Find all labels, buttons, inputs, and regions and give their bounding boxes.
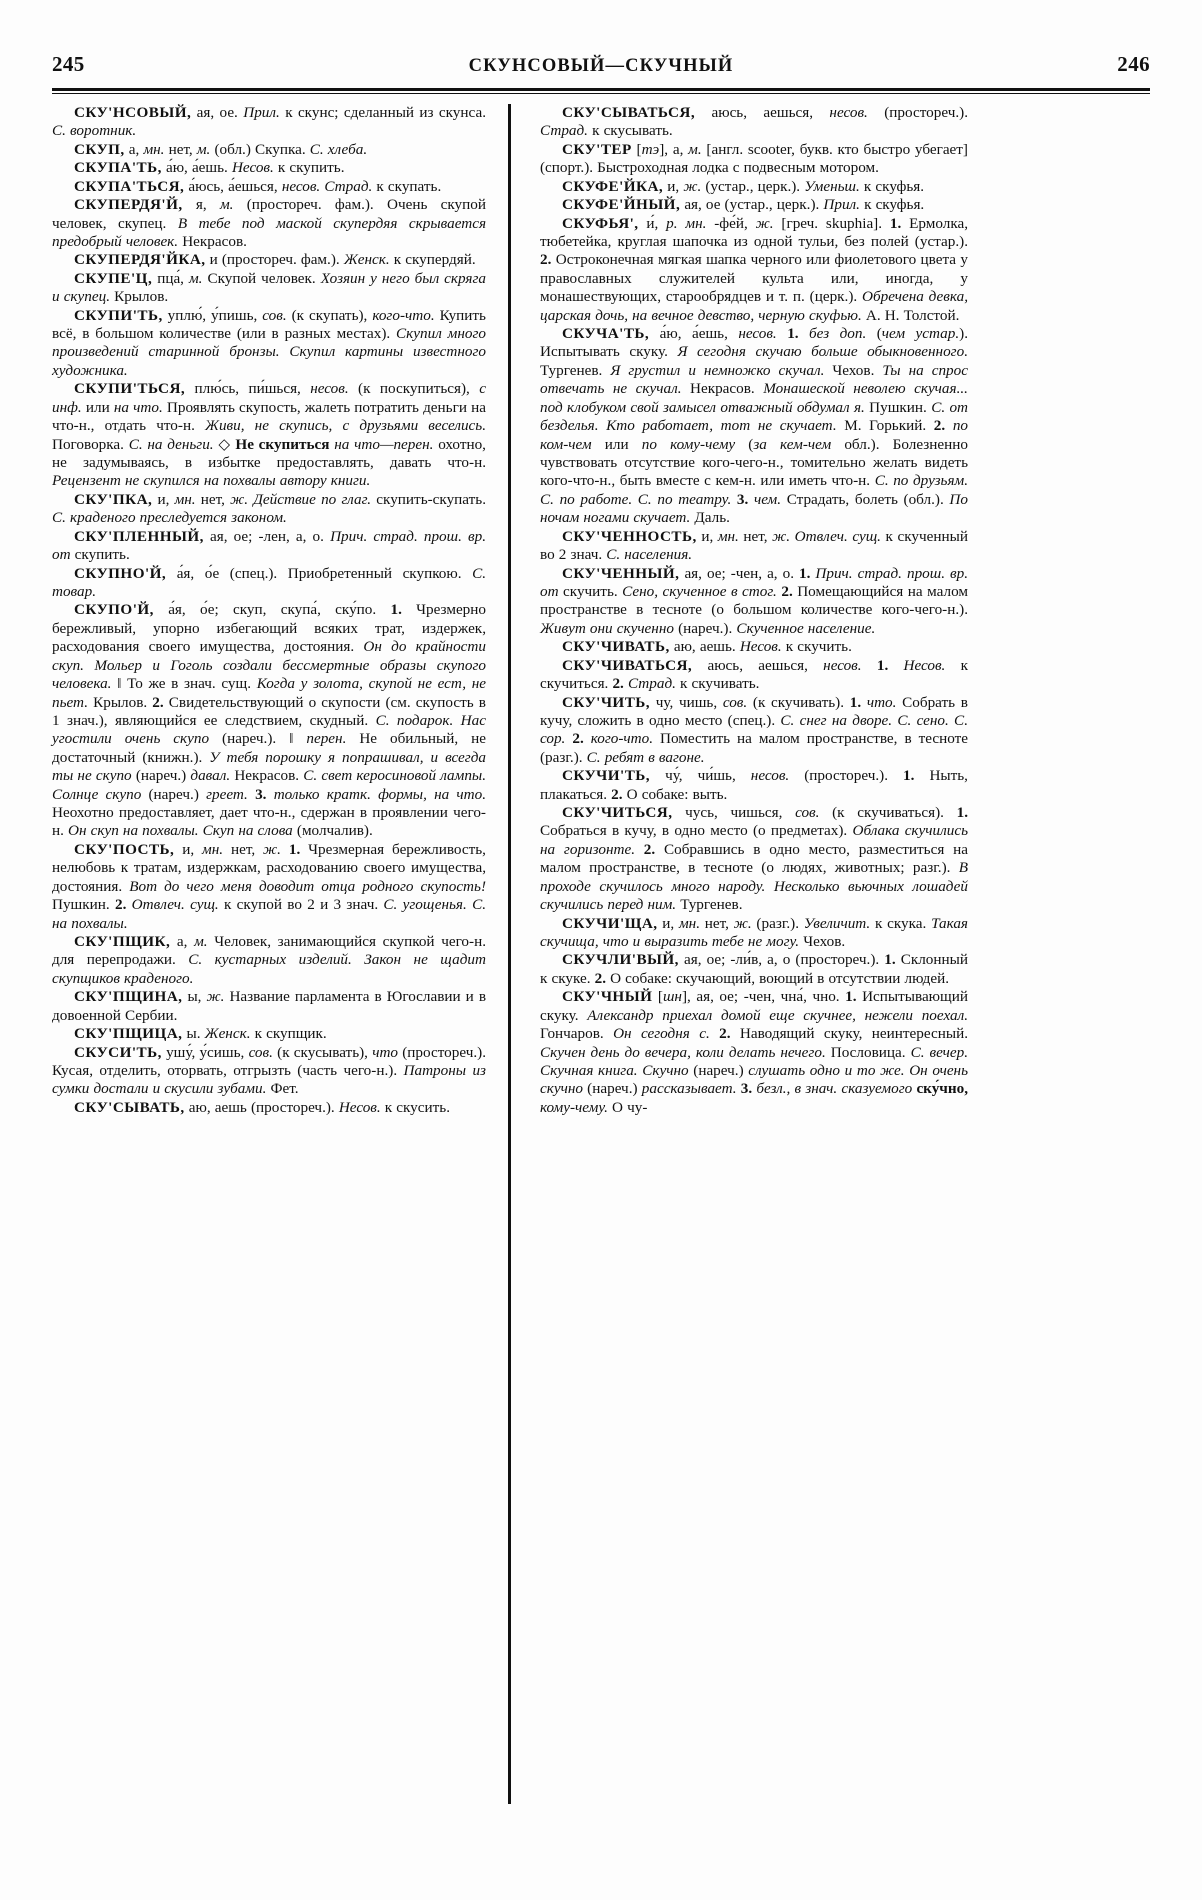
dictionary-entry (540, 657, 968, 694)
entry-headword: СКУ'НСОВЫЙ, (74, 104, 192, 121)
entry-headword: СКУ'ЧЕННЫЙ, (562, 564, 680, 582)
dictionary-entry (540, 694, 968, 768)
dictionary-entry (52, 159, 486, 177)
entry-headword: СКУЧИ'ЩА, (562, 914, 658, 932)
entry-body: а́я, о́е (спец.). Приобретенный скупкою. С. товар. (52, 564, 486, 600)
entry-body: ая, ое. Прил. к скунс; сделанный из скунса. С. воротник. (52, 104, 486, 140)
dictionary-entry (540, 767, 968, 804)
entry-body: ая, ое; -лен, а, о. Прич. страд. прош. вр. от скупить. (52, 527, 487, 564)
dictionary-entry (540, 196, 968, 214)
page-title: СКУНСОВЫЙ—СКУЧНЫЙ (468, 56, 734, 76)
entry-body: и́, р. мн. -фе́й, ж. [греч. skuphia]. 1. Ермолка, тюбетейка, круглая шапочка из одной тульи, без полей (устар.). 2. Остроконечная мягкая шапка черного или фиолетового цвета у православных служителей культа или, иногда, у монашествующих, старообрядцев и т. п. (церк.). Обречена девка, царская дочь, на вечное девство, черную скуфью. А. Н. Толстой. (540, 214, 969, 324)
entry-headword: СКУЧИ'ТЬ, (562, 767, 651, 785)
dictionary-entry (52, 528, 486, 565)
entry-headword: СКУПА'ТЬ, (74, 159, 162, 177)
entry-body: [шн], ая, ое; -чен, чна́, чно. 1. Испытывающий скуку. Александр приехал домой еще скучнее, нежели поехал. Гончаров. Он сегодня с. 2. Наводящий скуку, неинтересный. Скучен день до вечера, коли делать нечего. Пословица. С. вечер. Скучная книга. Скучно (нареч.) слушать одно и то же. Он очень скучно (нареч.) рассказывает. 3. безл., в знач. сказуемого ску́чно, кому-чему. О чу- (540, 988, 969, 1116)
entry-headword: СКУПО'Й, (74, 601, 154, 619)
entry-headword: СКУП, (74, 140, 125, 158)
entry-headword: СКУПЕ'Ц, (74, 269, 153, 287)
dictionary-entry (540, 325, 968, 528)
dictionary-entry (52, 141, 486, 159)
entry-headword: СКУ'ЧНЫЙ (562, 988, 653, 1006)
rule-thin (52, 93, 1150, 94)
header-rule (52, 88, 1150, 96)
entry-headword: СКУЧА'ТЬ, (562, 325, 650, 343)
entry-headword: СКУ'СЫВАТЬСЯ, (562, 104, 696, 121)
dictionary-entry (540, 141, 968, 178)
column-divider (508, 104, 511, 1804)
folio-right: 246 (1117, 52, 1150, 76)
dictionary-entry (52, 1044, 486, 1099)
dictionary-entry (52, 196, 486, 251)
entry-headword: СКУПИ'ТЬСЯ, (74, 380, 186, 398)
dictionary-entry (52, 380, 486, 491)
entry-body: и, мн. нет, ж. Отвлеч. сущ. к скученный во 2 знач. С. населения. (540, 527, 968, 564)
entry-headword: СКУ'ЧИВАТЬ, (562, 638, 670, 656)
dictionary-entry (540, 988, 968, 1117)
entry-body: и, мн. нет, ж. Действие по глаг. скупить-скупать. С. краденого преследуется законом. (52, 490, 487, 527)
dictionary-entry (52, 178, 486, 196)
dictionary-entry (540, 915, 968, 952)
dictionary-entry (52, 104, 486, 141)
entry-body: и (простореч. фам.). Женск. к скупердяй. (209, 251, 476, 269)
entry-headword: СКУПИ'ТЬ, (74, 306, 163, 324)
entry-headword: СКУ'ТЕР (562, 140, 632, 158)
entry-body: аюсь, аешься, несов. (простореч.). Страд. к скусывать. (540, 104, 968, 140)
entry-headword: СКУ'ПЛЕННЫЙ, (74, 527, 204, 545)
entry-headword: СКУ'ЧЕННОСТЬ, (562, 527, 697, 545)
entry-body: ая, ое; -чен, а, о. 1. Прич. страд. прош. вр. от скучить. Сено, скученное в стог. 2. Помещающийся на малом пространстве в тесноте (о большом количестве кого-чего-н.). Живут они скученно (нареч.). Скученное население. (540, 564, 969, 637)
entry-body: чу́, чи́шь, несов. (простореч.). 1. Ныть, плакаться. 2. О собаке: выть. (540, 767, 968, 803)
entry-headword: СКУПНО'Й, (74, 564, 167, 582)
dictionary-entry (540, 104, 968, 141)
entry-body: аюсь, аешься, несов. 1. Несов. к скучиться. 2. Страд. к скучивать. (540, 656, 968, 693)
entry-body: ы, ж. Название парламента в Югославии и в довоенной Сербии. (52, 988, 486, 1024)
entry-headword: СКУ'ЧИВАТЬСЯ, (562, 656, 693, 674)
entry-body: ая, ое; -ли́в, а, о (простореч.). 1. Склонный к скуке. 2. О собаке: скучающий, воющий в отсутствии людей. (540, 951, 968, 987)
entry-headword: СКУФЕ'ЙНЫЙ, (562, 196, 681, 214)
entry-headword: СКУПЕРДЯ'ЙКА, (74, 251, 206, 269)
folio-left: 245 (52, 52, 85, 76)
column-left (52, 104, 500, 1854)
dictionary-entry (52, 1099, 486, 1117)
dictionary-entry (540, 215, 968, 326)
entry-body: чусь, чишься, сов. (к скучиваться). 1. Собраться в кучу, в одно место (о предметах). Облака скучились на горизонте. 2. Собравшись в одно место, разместиться на малом пространстве, в тесноте (о людях, животных; разг.). В проходе скучилось много народу. Несколько вьючных лошадей скучились перед ним. Тургенев. (540, 804, 968, 914)
entry-body: а, м. Человек, занимающийся скупкой чего-н. для перепродажи. С. кустарных изделий. Закон не щадит скупщиков краденого. (52, 932, 486, 987)
dictionary-entry (540, 528, 968, 565)
dictionary-entry (52, 565, 486, 602)
entry-body: а́юсь, а́ешься, несов. Страд. к скупать. (188, 177, 442, 195)
entry-body: аю, аешь. Несов. к скучить. (673, 638, 852, 656)
entry-body: а, мн. нет, м. (обл.) Скупка. С. хлеба. (128, 140, 368, 158)
dictionary-entry (540, 804, 968, 915)
rule-thick (52, 88, 1150, 91)
running-head (52, 52, 1150, 82)
entry-headword: СКУ'СЫВАТЬ, (74, 1098, 185, 1116)
entry-body: уплю́, у́пишь, сов. (к скупать), кого-что. Купить всё, в большом количестве (или в разных местах). Скупил много произведений старинной бронзы. Скупил картины известного художника. (52, 306, 487, 379)
entry-body: [тэ], а, м. [англ. scooter, букв. кто быстро убегает] (спорт.). Быстроходная лодка с подвесным мотором. (540, 140, 968, 177)
dictionary-entry (540, 951, 968, 988)
entry-headword: СКУ'ПЩИК, (74, 932, 171, 950)
entry-body: а́ю, а́ешь. Несов. к скупить. (165, 159, 345, 177)
entry-body: пца́, м. Скупой человек. Хозяин у него был скряга и скупец. Крылов. (52, 269, 486, 306)
entry-body: ы. Женск. к скупщик. (186, 1025, 327, 1043)
entry-body: плю́сь, пи́шься, несов. (к поскупиться), с инф. или на что. Проявлять скупость, жалеть потратить деньги на что-н., отдать что-н. Живи, не скупись, с друзьями веселись. Поговорка. С. на деньги. ◇ Не скупиться на что—перен. охотно, не задумываясь, в избытке предоставлять, давать что-н. Рецензент не скупился на похвалы автору книги. (52, 380, 487, 490)
entry-body: я, м. (простореч. фам.). Очень скупой человек, скупец. В тебе под маской скупердяя скрывается предобрый человек. Некрасов. (52, 196, 487, 250)
entry-body: а́я, о́е; скуп, скупа́, ску́по. 1. Чрезмерно бережливый, упорно избегающий всяких трат, издержек, расходования своего имущества, достояния. Он до крайности скуп. Мольер и Гоголь создали бессмертные образы скупого человека. ‖ То же в знач. сущ. Когда у золота, скупой не ест, не пьет. Крылов. 2. Свидетельствующий о скупости (см. скупость в 1 знач.), являющийся ее следствием, скудный. С. подарок. Нас угостили очень скупо (нареч.). ‖ перен. Не обильный, не достаточный (книжн.). У тебя порошку я попрашивал, и всегда ты не скупо (нареч.) давал. Некрасов. С. свет керосиновой лампы. Солнце скупо (нареч.) греет. 3. только кратк. формы, на что. Неохотно предоставляет, дает что-н., сдержан в проявлении чего-н. Он скуп на похвалы. Скуп на слова (молчалив). (52, 601, 487, 840)
entry-headword: СКУПЕРДЯ'Й, (74, 196, 183, 214)
entry-headword: СКУЧЛИ'ВЫЙ, (562, 951, 679, 969)
entry-body: и, ж. (устар., церк.). Уменьш. к скуфья. (667, 177, 925, 195)
dictionary-entry (540, 178, 968, 196)
dictionary-entry (52, 841, 486, 933)
dictionary-entry (52, 307, 486, 381)
entry-body: ая, ое (устар., церк.). Прил. к скуфья. (684, 196, 925, 214)
entry-body: и, мн. нет, ж. (разг.). Увеличит. к скука. Такая скучища, что и выразить тебе не могу. Чехов. (540, 914, 968, 950)
dictionary-entry (540, 638, 968, 656)
entry-headword: СКУСИ'ТЬ, (74, 1043, 162, 1061)
entry-headword: СКУ'ПКА, (74, 490, 153, 508)
entry-body: чу, чишь, сов. (к скучивать). 1. что. Собрать в кучу, сложить в одно место (спец.). С. снег на дворе. С. сено. С. сор. 2. кого-что. Поместить на малом пространстве, в тесноте (разг.). С. ребят в вагоне. (540, 693, 968, 766)
dictionary-entry (52, 270, 486, 307)
entry-headword: СКУФЕ'ЙКА, (562, 177, 664, 195)
entry-body: и, мн. нет, ж. 1. Чрезмерная бережливость, нелюбовь к тратам, издержкам, расходованию своего имущества, достояния. Вот до чего меня доводит отца родного скупость! Пушкин. 2. Отвлеч. сущ. к скупой во 2 и 3 знач. С. угощенья. С. на похвалы. (52, 840, 486, 932)
entry-headword: СКУФЬЯ', (562, 214, 639, 232)
entry-headword: СКУ'ПЩИЦА, (74, 1025, 183, 1043)
entry-headword: СКУ'ЧИТЬСЯ, (562, 804, 673, 822)
entry-body: а́ю, а́ешь, несов. 1. без доп. (чем устар.). Испытывать скуку. Я сегодня скучаю больше обыкновенного. Тургенев. Я грустил и немножко скучал. Чехов. Ты на спрос отвечать не скучал. Некрасов. Монашеской неволею скучая... под клобуком свой замысел отважный обдумал я. Пушкин. С. от безделья. Кто работает, тот не скучает. М. Горький. 2. по ком-чем или по кому-чему (за кем-чем обл.). Болезненно чувствовать отсутствие кого-чего-н., томительно желать видеть кого-что-н., быть вместе с кем-н. или иметь что-н. С. по друзьям. С. по работе. С. по театру. 3. чем. Страдать, болеть (обл.). По ночам ногами скучает. Даль. (540, 325, 969, 527)
dictionary-entry (52, 988, 486, 1025)
entry-headword: СКУ'ПЩИНА, (74, 988, 183, 1006)
entry-body: ушу́, у́сишь, сов. (к скусывать), что (простореч.). Кусая, отделить, оторвать, отгрызть (часть чего-н.). Патроны из сумки достали и скусили зубами. Фет. (52, 1043, 487, 1098)
column-right (520, 104, 968, 1854)
dictionary-entry (52, 601, 486, 840)
entry-headword: СКУ'ЧИТЬ, (562, 693, 651, 711)
columns-container (52, 104, 1150, 1854)
dictionary-entry (540, 565, 968, 639)
entry-body: аю, аешь (простореч.). Несов. к скусить. (188, 1098, 450, 1116)
entry-headword: СКУ'ПОСТЬ, (74, 840, 175, 858)
dictionary-entry (52, 491, 486, 528)
dictionary-entry (52, 251, 486, 269)
dictionary-entry (52, 933, 486, 988)
entry-headword: СКУПА'ТЬСЯ, (74, 177, 185, 195)
dictionary-entry (52, 1025, 486, 1043)
